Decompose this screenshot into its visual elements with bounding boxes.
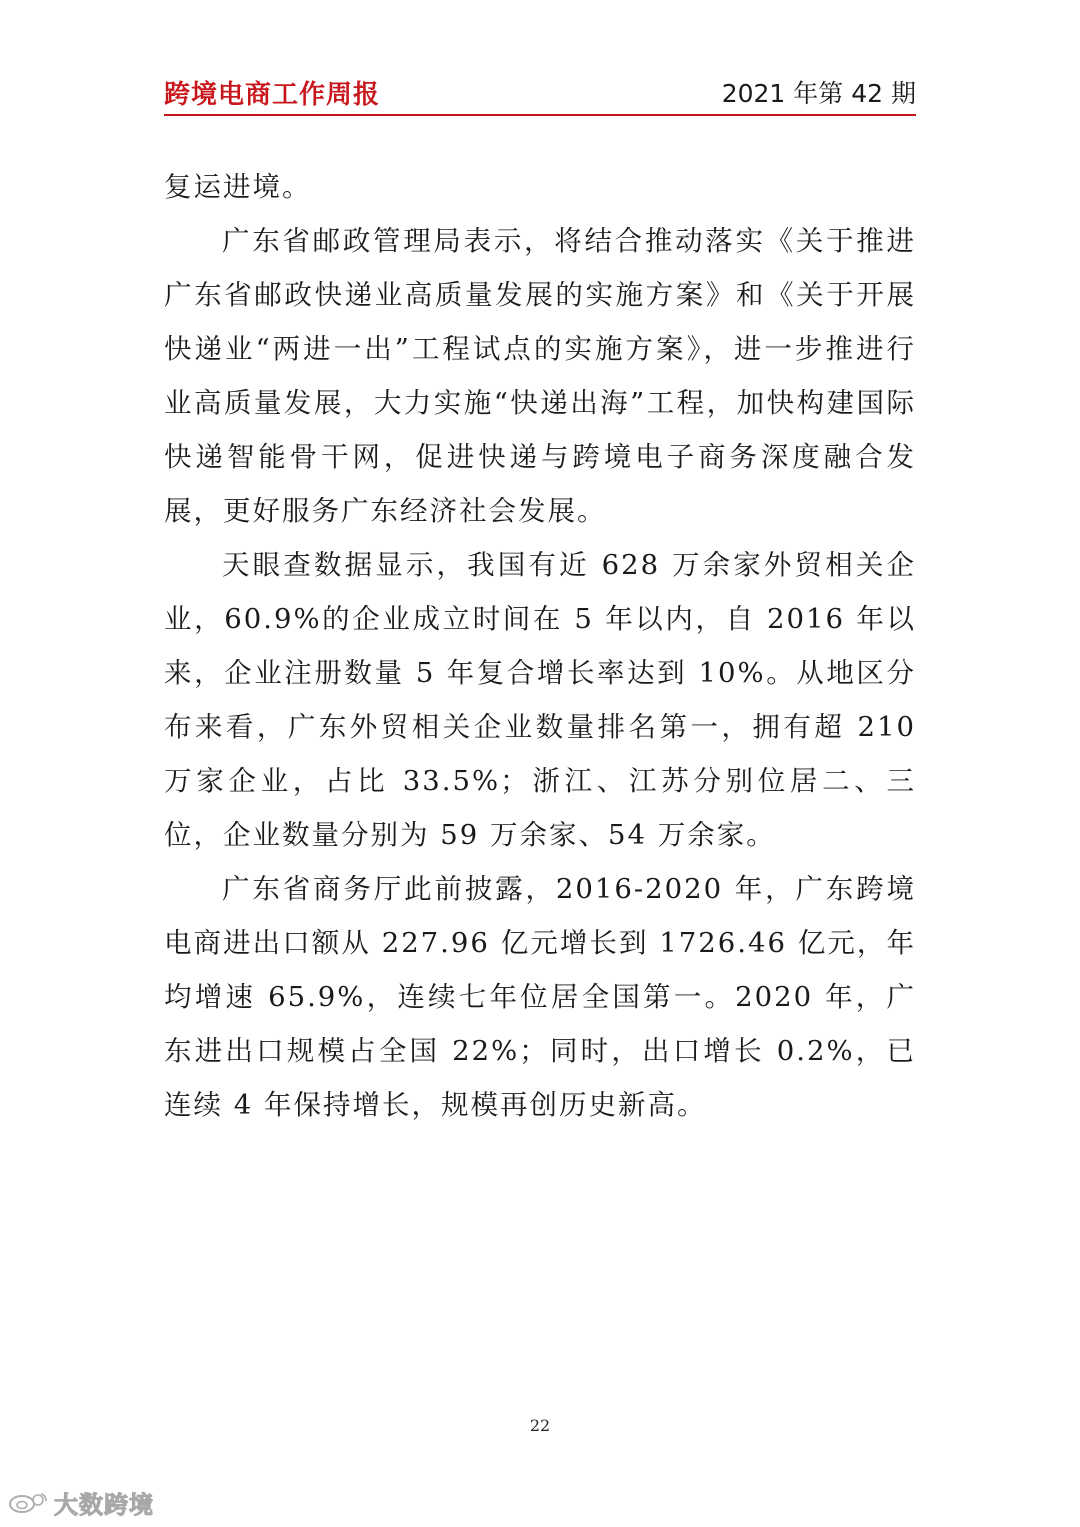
paragraph-tianyancha-data: 天眼查数据显示，我国有近 628 万余家外贸相关企业，60.9%的企业成立时间在 5 年以内，自 2016 年以来，企业注册数量 5 年复合增长率达到 10%。从地区分布来看，广东外贸相关企业数量排名第一，拥有超 210 万家企业，占比 33.5%；浙江、江苏分别位居二、三位，企业数量分别为 59 万余家、54 万余家。 — [164, 549, 916, 851]
page-header — [164, 72, 916, 116]
paragraph-continued: 复运进境。 — [164, 171, 312, 203]
page-number: 22 — [529, 1416, 551, 1435]
article-body — [164, 160, 916, 1132]
header-divider — [164, 114, 916, 116]
weibo-logo-icon — [8, 1491, 48, 1513]
paragraph-postal-bureau: 广东省邮政管理局表示，将结合推动落实《关于推进广东省邮政快递业高质量发展的实施方案》和《关于开展快递业“两进一出”工程试点的实施方案》，进一步推进行业高质量发展，大力实施“快递出海”工程，加快构建国际快递智能骨干网，促进快递与跨境电子商务深度融合发展，更好服务广东经济社会发展。 — [164, 225, 916, 527]
publication-title: 跨境电商工作周报 — [164, 80, 381, 110]
watermark-text: 大数跨境 — [54, 1490, 154, 1519]
watermark — [8, 1486, 154, 1518]
issue-number: 2021 年第 42 期 — [721, 79, 916, 108]
paragraph-commerce-dept: 广东省商务厅此前披露，2016-2020 年，广东跨境电商进出口额从 227.96 亿元增长到 1726.46 亿元，年均增速 65.9%，连续七年位居全国第一。2020 年，广东进出口规模占全国 22%；同时，出口增长 0.2%，已连续 4 年保持增长，规模再创历史新高。 — [164, 873, 916, 1121]
